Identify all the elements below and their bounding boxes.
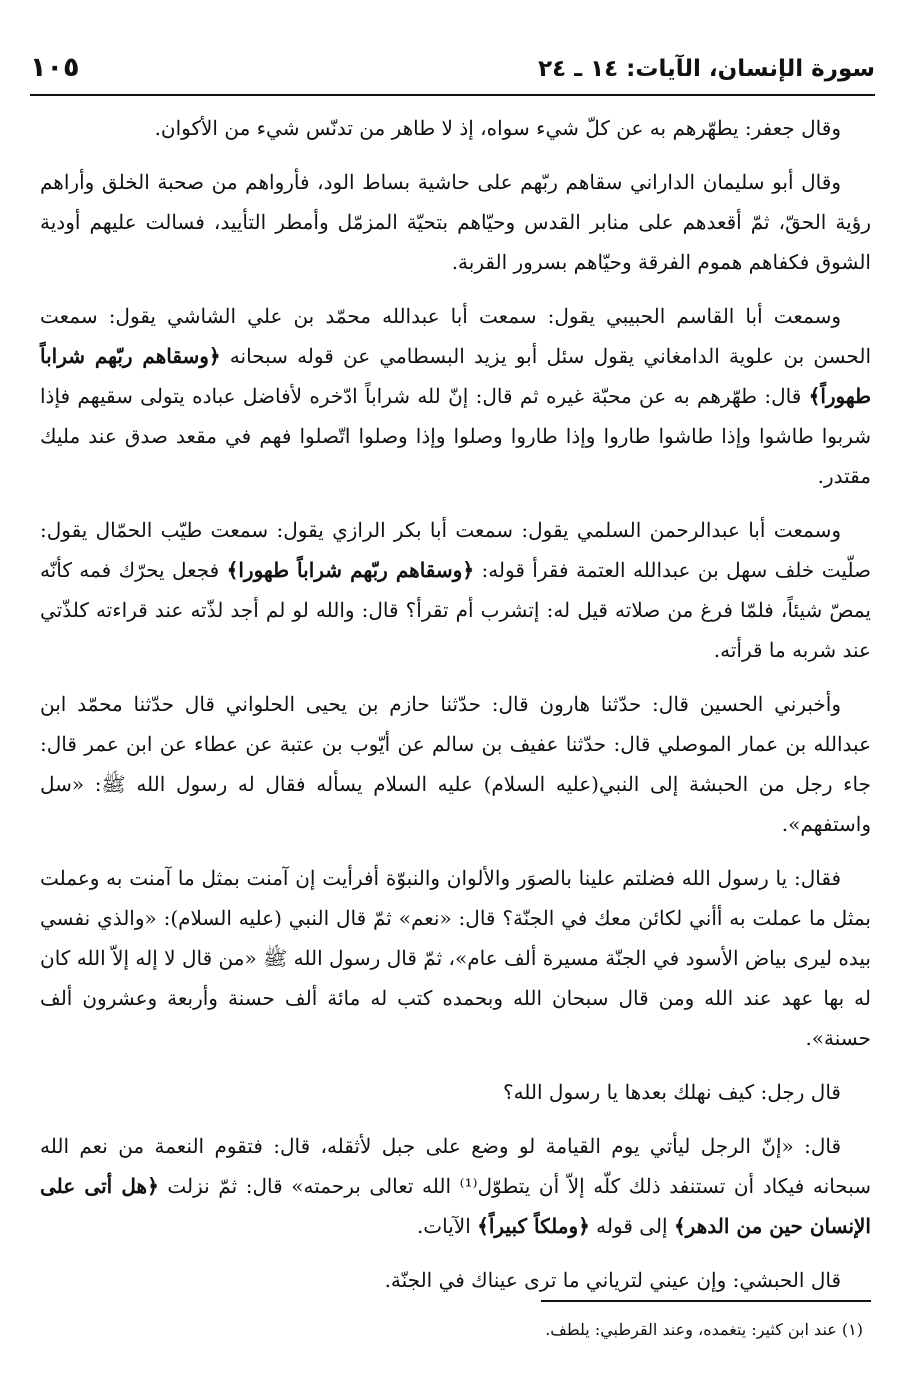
paragraph bbox=[40, 510, 871, 670]
paragraph bbox=[40, 1072, 871, 1112]
paragraph bbox=[40, 1126, 871, 1246]
footnote: (١) عند ابن كثير: يتغمده، وعند القرطبي: يلطف. bbox=[545, 1320, 863, 1339]
paragraph-text: قال الحبشي: وإن عيني لترياني ما ترى عيناك في الجنّة. bbox=[384, 1268, 841, 1292]
paragraph-text: فقال: يا رسول الله فضلتم علينا بالصوَر والألوان والنبوّة أفرأيت إن آمنت بمثل ما آمنت به وعملت بمثل ما عملت به أأني لكائن معك في الجنّة؟ قال: «نعم» ثمّ قال النبي (عليه السلام): «والذي نفسي بيده ليرى بياض الأسود في الجنّة مسيرة ألف عام»، ثمّ قال رسول الله ﷺ «من قال لا إله إلاّ الله كان له بها عهد عند الله ومن قال سبحان الله وبحمده كتب له مائة ألف حسنة وأربعة وعشرون ألف حسنة». bbox=[40, 866, 871, 1050]
paragraph-text: وقال أبو سليمان الداراني سقاهم ربّهم على حاشية بساط الود، فأرواهم من صحبة الخلق وأراهم رؤية الحقّ، ثمّ أقعدهم على منابر القدس وحيّاهم بتحيّة المزمّل وأمطر التأييد، فسالت عليهم أودية الشوق فكفاهم هموم الفرقة وحيّاهم بسرور القربة. bbox=[40, 170, 871, 274]
paragraph-text: الآيات. bbox=[416, 1214, 478, 1238]
page-header bbox=[30, 50, 875, 96]
paragraph-text: وأخبرني الحسين قال: حدّثنا هارون قال: حدّثنا حازم بن يحيى الحلواني قال حدّثنا محمّد ابن عبدالله بن عمار الموصلي قال: حدّثنا عفيف بن سالم عن أيّوب بن عتبة عن عطاء عن ابن عمر قال: جاء رجل من الحبشة إلى النبي(عليه السلام) عليه السلام يسأله فقال له رسول الله ﷺ: «سل واستفهم». bbox=[40, 692, 872, 836]
paragraph bbox=[40, 684, 871, 844]
page-number: ١٠٥ bbox=[30, 52, 80, 83]
footnote-divider bbox=[541, 1300, 871, 1302]
paragraph-text: قال: طهّرهم به عن محبّة غيره ثم قال: إنّ لله شراباً ادّخره لأفاضل عباده يتولى سقيهم فإذا شربوا طاشوا وإذا طاشوا طاروا وإذا طاروا وصلوا وإذا وصلوا اتّصلوا فهم في مقعد صدق عند مليك مقتدر. bbox=[40, 384, 871, 488]
paragraph bbox=[40, 296, 871, 496]
paragraph-text: وقال جعفر: يطهّرهم به عن كلّ شيء سواه، إذ لا طاهر من تدنّس شيء من الأكوان. bbox=[154, 116, 841, 140]
paragraph-text: إلى قوله bbox=[589, 1214, 674, 1238]
paragraph-text: فجعل يحرّك فمه كأنّه يمصّ شيئاً، فلمّا فرغ من صلاته قيل له: إتشرب أم تقرأ؟ قال: والله لو لم أجد لذّته عند قراءته كلذّتي عند شربه ما قرأته. bbox=[40, 558, 871, 662]
quran-verse: ﴿وسقاهم ربّهم شراباً طهوراً﴾ bbox=[40, 344, 871, 408]
chapter-title: سورة الإنسان، الآيات: ١٤ ـ ٢٤ bbox=[538, 56, 875, 82]
quran-verse: ﴿وسقاهم ربّهم شراباً طهورا﴾ bbox=[226, 558, 475, 582]
paragraph bbox=[40, 858, 871, 1058]
main-text bbox=[40, 108, 871, 1314]
quran-verse: ﴿وملكاً كبيراً﴾ bbox=[477, 1214, 590, 1238]
paragraph bbox=[40, 108, 871, 148]
paragraph bbox=[40, 162, 871, 282]
paragraph-text: وسمعت أبا القاسم الحبيبي يقول: سمعت أبا عبدالله محمّد بن علي الشاشي يقول: سمعت الحسن بن علوية الدامغاني يقول سئل أبو يزيد البسطامي عن قوله سبحانه bbox=[40, 304, 871, 368]
quran-verse: ﴿هل أتى على الإنسان حين من الدهر﴾ bbox=[40, 1174, 871, 1238]
paragraph bbox=[40, 1260, 871, 1300]
paragraph-text: قال: «إنّ الرجل ليأتي يوم القيامة لو وضع على جبل لأثقله، قال: فتقوم النعمة من نعم الله سبحانه فيكاد أن تستنفد ذلك كلّه إلاّ أن يتطوّل⁽¹⁾ الله تعالى برحمته» قال: ثمّ نزلت bbox=[40, 1134, 871, 1198]
paragraph-text: قال رجل: كيف نهلك بعدها يا رسول الله؟ bbox=[502, 1080, 841, 1104]
paragraph-text: وسمعت أبا عبدالرحمن السلمي يقول: سمعت أبا بكر الرازي يقول: سمعت طيّب الحمّال يقول: صلّيت خلف سهل بن عبدالله العتمة فقرأ قوله: bbox=[40, 518, 871, 582]
